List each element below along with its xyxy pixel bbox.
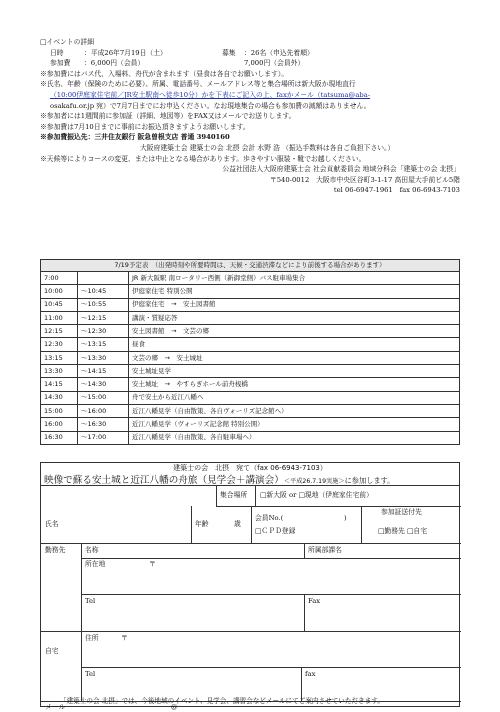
cert-label: 参加証送付先: [381, 508, 422, 516]
start-time: 12:15: [41, 325, 78, 338]
note-5: ※参加者には1週間前に参加証（詳細、地図等）をFAX又はメールでお送りします。: [40, 112, 296, 121]
table-row: [41, 311, 460, 324]
mail-at[interactable]: @: [171, 703, 178, 711]
end-time: ～12:15: [78, 311, 129, 324]
work-label: 勤務先: [45, 546, 66, 554]
fee-member: ：6,000円（会員）: [84, 59, 145, 68]
schedule-header: 7/19予定表 （出発時刻や所要時間は、天候・交通渋滞などにより前後する場合があります）: [41, 260, 460, 272]
application-form: [40, 462, 460, 709]
recruit-value: ：26名（申込先着順）: [244, 48, 314, 57]
activity: 近江八幡見学（自由散策、各自ヴォーリズ記念館へ）: [129, 404, 460, 417]
end-time: ～15:00: [78, 391, 129, 404]
member-no-label[interactable]: 会員No.(: [255, 514, 284, 522]
age-unit: 歳: [234, 520, 241, 528]
date-value: ：平成26年7月19日（土）: [84, 48, 167, 57]
activity: 舟で安土から近江八幡へ: [129, 391, 460, 404]
end-time: ～10:45: [78, 285, 129, 298]
org-address: 〒540-0012 大阪市中央区谷町3-1-17 高田屋大手前ビル5階: [269, 175, 460, 184]
table-row: [41, 338, 460, 351]
form-grid: [40, 485, 460, 711]
end-time: ～14:30: [78, 378, 129, 391]
end-time: ～13:30: [78, 351, 129, 364]
start-time: 16:30: [41, 431, 78, 444]
activity: 安土図書館 → 文芸の郷: [129, 325, 460, 338]
meeting-label: 集合場所: [220, 491, 248, 499]
note-account: 大阪府建築士会 建築士の会 北摂 会計 水野 浩 （振込手数料は各自ご負担下さい。）: [140, 143, 395, 152]
form-footnote: 「建築士の会 北摂」では、今後地域のイベント、見学会、講習会などメールにてご案内させていただきます。: [60, 697, 384, 705]
start-time: 14:15: [41, 378, 78, 391]
event-fee-row: [40, 59, 460, 70]
event-details: [40, 38, 460, 197]
table-row: [41, 365, 460, 378]
org-name: 公益社団法人大阪府建築士会 社会貢献委員会 地域分科会「建築士の会 北摂」: [222, 165, 460, 174]
member-no-close: ): [344, 514, 347, 522]
start-time: 10:45: [41, 298, 78, 311]
dept-label: 所属部課名: [308, 546, 342, 554]
home-tel-label: Tel: [85, 670, 96, 678]
activity: 文芸の郷 → 安土城址: [129, 351, 460, 364]
home-addr-label: 住所: [85, 634, 99, 642]
form-title-main: 映像で蘇る安土城と近江八幡の舟旅（見学会＋講演会）: [44, 475, 284, 486]
form-title-note: ＜平成26.7.19実施＞: [283, 478, 345, 485]
home-label: 自宅: [45, 647, 59, 655]
cert-options[interactable]: □勤務先 □自宅: [378, 527, 427, 535]
end-time: [78, 272, 129, 285]
start-time: 13:15: [41, 351, 78, 364]
schedule-header-row: [41, 260, 460, 272]
fee-label: 参加費: [50, 59, 71, 68]
cpd-checkbox[interactable]: □ＣＰＤ登録: [255, 527, 296, 535]
activity: 昼食: [129, 338, 460, 351]
addr-zip[interactable]: 〒: [149, 560, 156, 568]
start-time: 14:30: [41, 391, 78, 404]
start-time: 11:00: [41, 311, 78, 324]
activity: 伊庭家住宅 特別公開: [129, 285, 460, 298]
name-label: 氏名: [45, 520, 59, 528]
form-title-tail: に参加します。: [344, 476, 395, 485]
addr-label: 所在地: [85, 560, 106, 568]
activity: 近江八幡見学（ヴォーリズ記念館 特別公開）: [129, 418, 460, 431]
mail-label: メール: [45, 703, 66, 711]
note-weather: ※天候等によりコースの変更、または中止となる場合があります。歩きやすい服装・靴でお越しください。: [40, 154, 366, 163]
start-time: 15:00: [41, 404, 78, 417]
start-time: 16:00: [41, 418, 78, 431]
date-label: 日時: [50, 48, 64, 57]
name-field[interactable]: [81, 508, 186, 540]
end-time: ～12:30: [78, 325, 129, 338]
note-4: osakafu.or.jp 宛）で7月7日までにお申込ください。なお現地集合の場合も参加費の減額はありません。: [50, 101, 371, 110]
activity: 安土城址見学: [129, 365, 460, 378]
start-time: 12:30: [41, 338, 78, 351]
table-row: [41, 418, 460, 431]
recruit-label: 募集: [222, 48, 236, 57]
note-3-text: （10:00伊庭家住宅前／JR安土駅南へ徒歩10分）かを下表にご記入の上、faxかメール（: [50, 90, 321, 99]
note-6: ※参加費は7月10日までに事前にお振込頂きますようお願いします。: [40, 122, 250, 131]
work-fax-label: Fax: [308, 597, 321, 605]
start-time: 10:00: [41, 285, 78, 298]
end-time: ～14:15: [78, 365, 129, 378]
table-row: [41, 325, 460, 338]
form-recipient: 建築士の会 北摂 宛て（fax 06-6943-7103）: [173, 464, 327, 472]
schedule-table: [40, 259, 460, 445]
note-2: ※氏名、年齢（保険のために必要）、所属、電話番号、メールアドレス等と集合場所は新大阪か現地直行: [40, 80, 356, 89]
event-heading: □イベントの詳細: [40, 38, 94, 46]
table-row: [41, 404, 460, 417]
fee-nonmember: 7,000円（会員外）: [244, 59, 305, 68]
end-time: ～16:30: [78, 418, 129, 431]
start-time: 13:30: [41, 365, 78, 378]
activity: JR 新大阪駅 南ロータリー西側（新御堂側）バス駐車場集合: [129, 272, 460, 285]
work-tel-label: Tel: [85, 597, 96, 605]
home-fax-label: fax: [305, 670, 316, 678]
age-label: 年齢: [195, 520, 209, 528]
note-bank: ※参加費振込先：三井住友銀行 阪急曽根支店 普通 3940160: [40, 133, 230, 142]
activity: 安土城址 → やすらぎホール前舟桟橋: [129, 378, 460, 391]
table-row: [41, 272, 460, 285]
org-contact: tel 06-6947-1961 fax 06-6943-7103: [333, 186, 460, 195]
table-row: [41, 391, 460, 404]
activity: 講演・質疑応答: [129, 311, 460, 324]
table-row: [41, 298, 460, 311]
activity: 近江八幡見学（自由散策、各自駐車場へ）: [129, 431, 460, 444]
meeting-options[interactable]: □新大阪 or □現地（伊庭家住宅前）: [260, 491, 373, 499]
start-time: 7:00: [41, 272, 78, 285]
table-row: [41, 351, 460, 364]
email-link[interactable]: tatsuma@aba-: [320, 90, 371, 99]
company-label: 名称: [85, 546, 99, 554]
end-time: ～10:55: [78, 298, 129, 311]
note-3: [40, 91, 460, 102]
table-row: [41, 431, 460, 444]
end-time: ～17:00: [78, 431, 129, 444]
table-row: [41, 285, 460, 298]
activity: 伊庭家住宅 → 安土図書館: [129, 298, 460, 311]
note-1: ※参加費にはバス代、入場料、舟代が含まれます（昼食は各自でお願いします）。: [40, 69, 289, 78]
end-time: ～16:00: [78, 404, 129, 417]
end-time: ～13:15: [78, 338, 129, 351]
table-row: [41, 378, 460, 391]
event-date-row: [40, 49, 460, 60]
home-zip[interactable]: 〒: [121, 634, 128, 642]
